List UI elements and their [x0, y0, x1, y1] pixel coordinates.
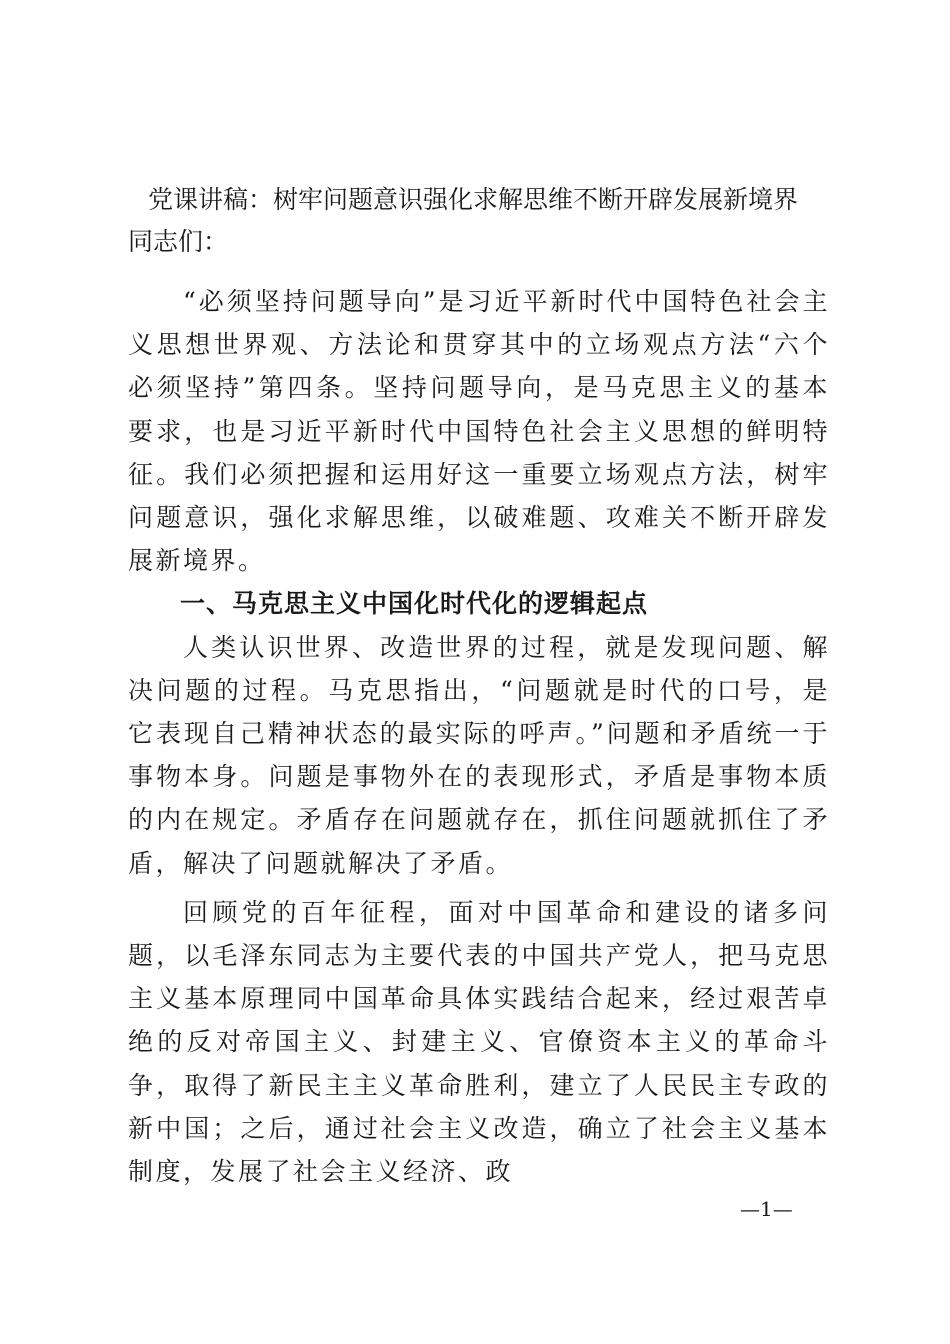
section-paragraph: 人类认识世界、改造世界的过程，就是发现问题、解决问题的过程。马克思指出，“问题就是时代的口号，是它表现自己精神状态的最实际的呼声。”问题和矛盾统一于事物本身。问题是事物外在的表现形式，矛盾是事物本质的内在规定。矛盾存在问题就存在，抓住问题就抓住了矛盾，解决了问题就解决了矛盾。: [128, 632, 830, 878]
section-paragraph: 回顾党的百年征程，面对中国革命和建设的诸多问题，以毛泽东同志为主要代表的中国共产党人，把马克思主义基本原理同中国革命具体实践结合起来，经过艰苦卓绝的反对帝国主义、封建主义、官僚资本主义的革命斗争，取得了新民主主义革命胜利，建立了人民民主专政的新中国；之后，通过社会主义改造，确立了社会主义基本制度，发展了社会主义经济、政: [128, 897, 830, 1187]
intro-paragraph: “必须坚持问题导向”是习近平新时代中国特色社会主义思想世界观、方法论和贯穿其中的立场观点方法“六个必须坚持”第四条。坚持问题导向，是马克思主义的基本要求，也是习近平新时代中国特色社会主义思想的鲜明特征。我们必须把握和运用好这一重要立场观点方法，树牢问题意识，强化求解思维，以破难题、攻难关不断开辟发展新境界。: [128, 287, 830, 576]
page-number: —1—: [740, 1197, 793, 1221]
document-title: 党课讲稿：树牢问题意识强化求解思维不断开辟发展新境界: [148, 185, 799, 214]
document-body: [128, 280, 830, 1193]
section-heading: 一、马克思主义中国化时代化的逻辑起点: [180, 589, 649, 619]
salutation: 同志们：: [128, 227, 229, 256]
